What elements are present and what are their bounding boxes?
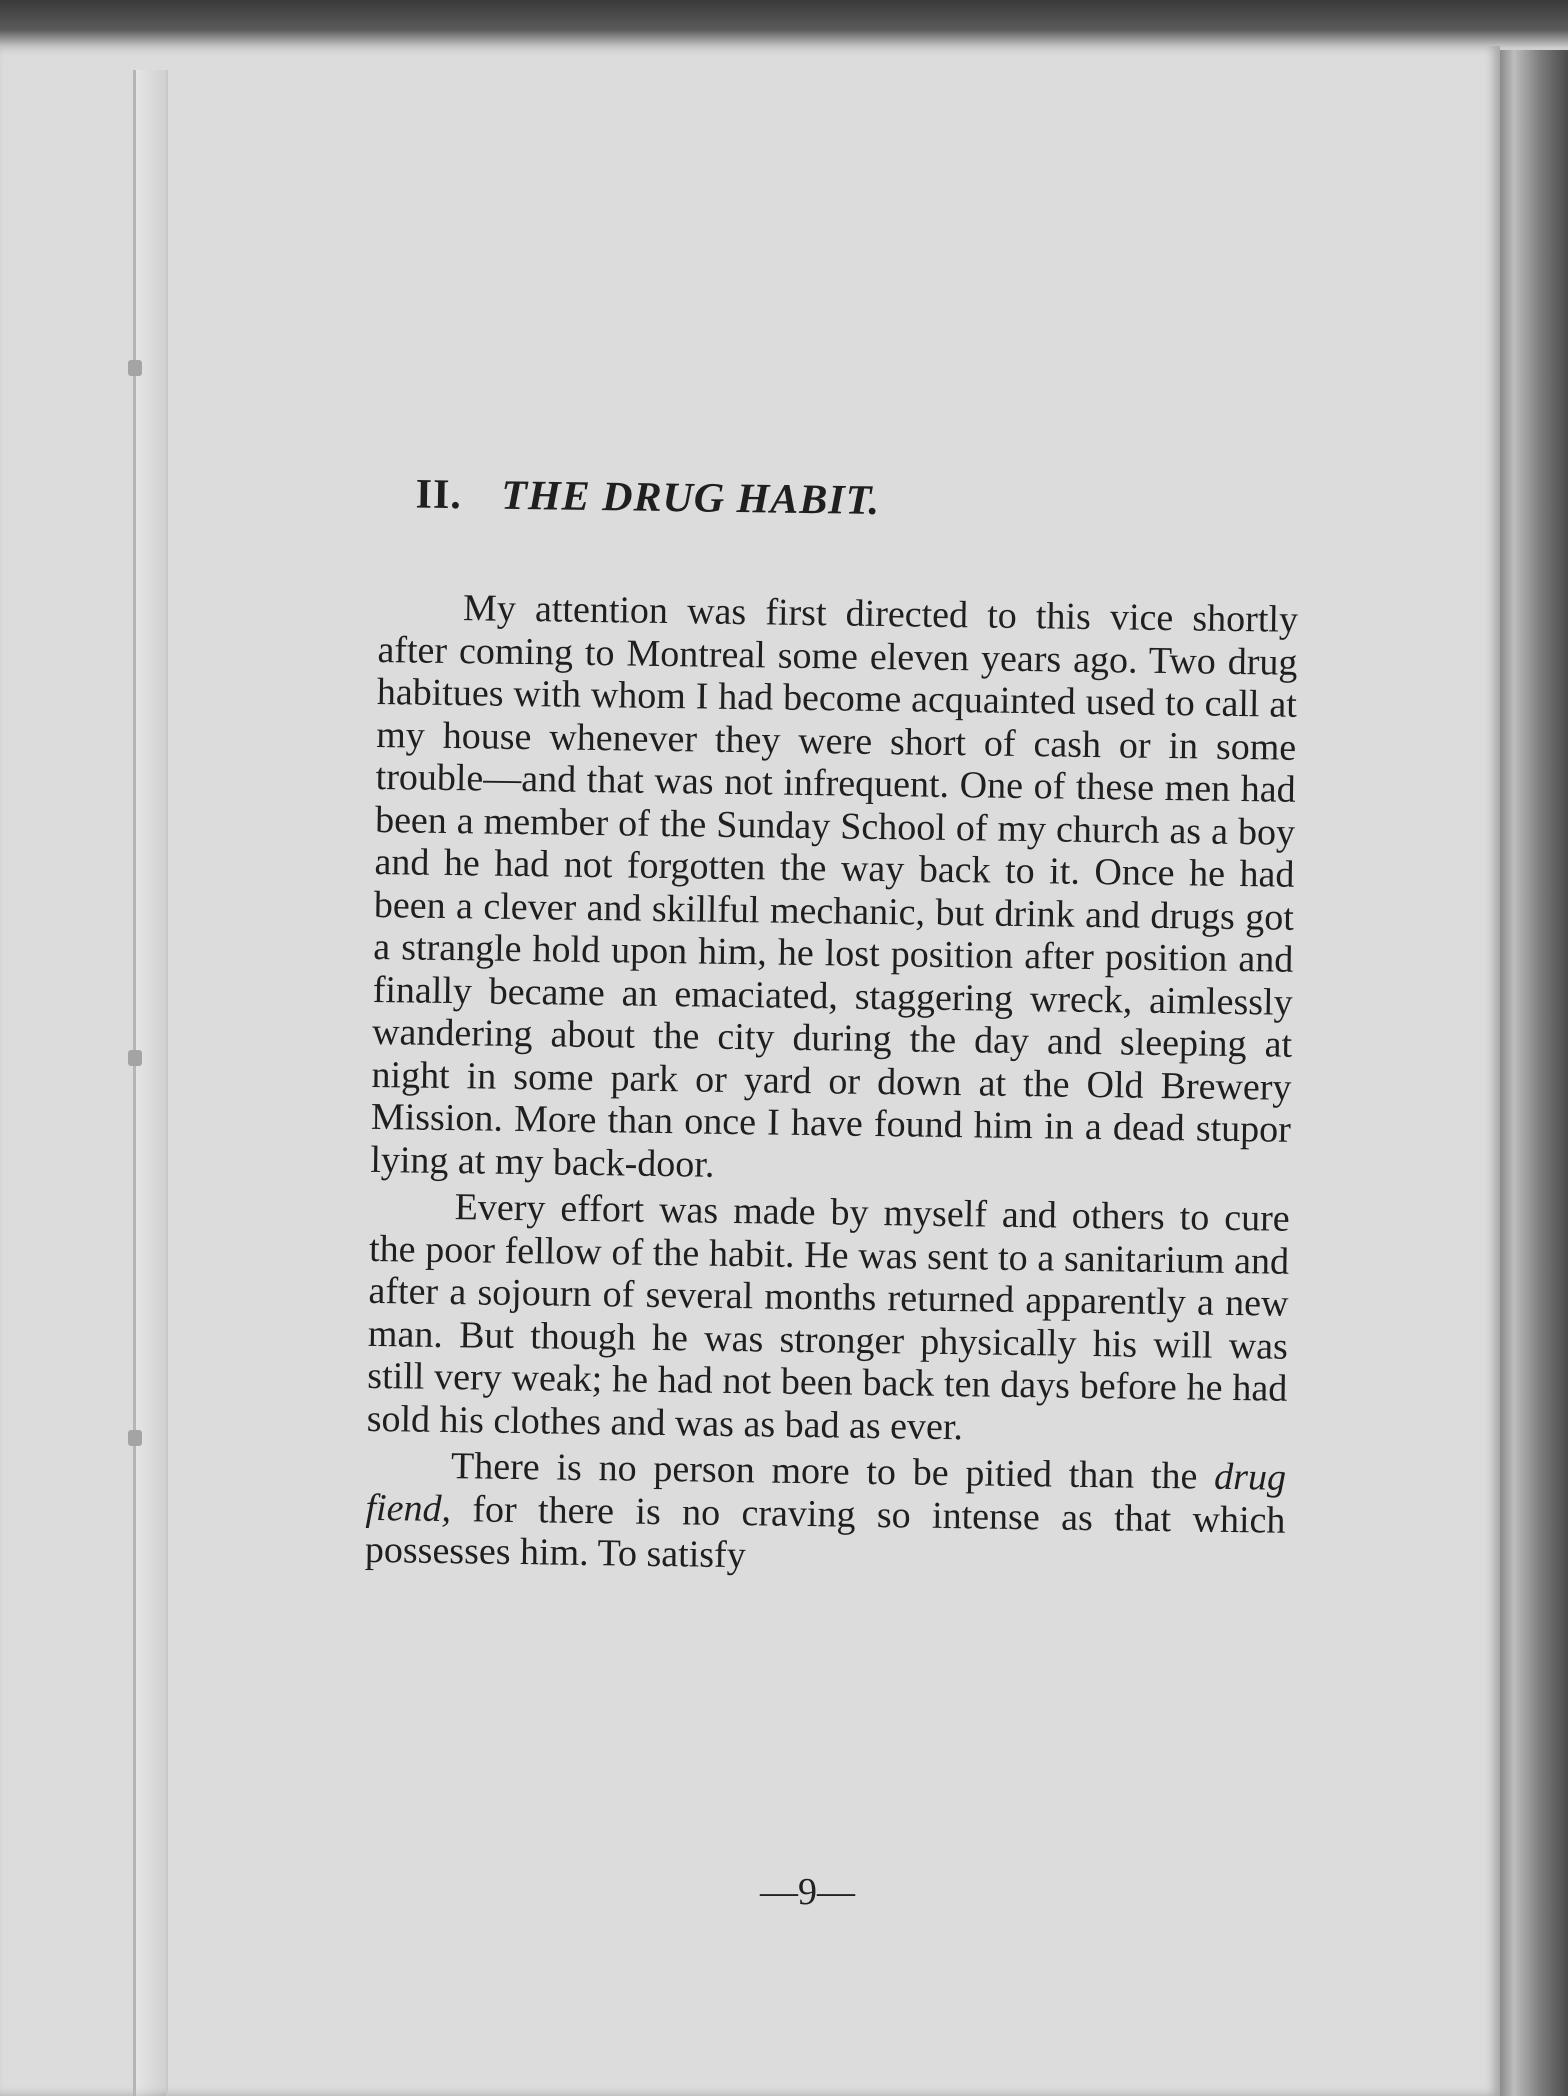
- page-edge: [1500, 50, 1568, 2096]
- binding-spine: [133, 70, 168, 2096]
- chapter-number: II.: [415, 471, 463, 519]
- page-content: [365, 470, 1300, 1584]
- binding-stitch: [128, 360, 142, 376]
- paragraph-3: [365, 1444, 1287, 1584]
- page-number: —9—: [760, 1871, 855, 1913]
- paragraph-1: My attention was first directed to this vice shortly after coming to Montreal some eleven years ago. Two drug habitues with whom I had become acquainted used to call at my house whenever they were short of cash or in some trouble—and that was not infrequent. One of these men had been a member of the Sunday School of my church as a boy and he had not forgotten the way back to it. Once he had been a clever and skillful mechanic, but drink and drugs got a strangle hold upon him, he lost position after position and finally became an emaciated, staggering wreck, aimlessly wandering about the city during the day and sleeping at night in some park or yard or down at the Old Brewery Mission. More than once I have found him in a dead stupor lying at my back-door.: [370, 587, 1299, 1186]
- paragraph-3-end: for there is no craving so intense as that which possesses him. To satisfy: [364, 1487, 1286, 1577]
- chapter-title: THE DRUG HABIT.: [501, 472, 881, 524]
- paragraph-3-start: There is no person more to be pitied than the: [450, 1445, 1215, 1498]
- binding-stitch: [128, 1430, 142, 1446]
- binding-stitch: [128, 1050, 142, 1066]
- paragraph-2: Every effort was made by myself and others to cure the poor fellow of the habit. He was sent to a sanitarium and after a sojourn of several months returned apparently a new man. But though he was stronger physically his will was still very weak; he had not been back ten days before he had sold his clothes and was as bad as ever.: [366, 1186, 1290, 1448]
- emphasis-drug-fiend: drug fiend,: [365, 1455, 1287, 1530]
